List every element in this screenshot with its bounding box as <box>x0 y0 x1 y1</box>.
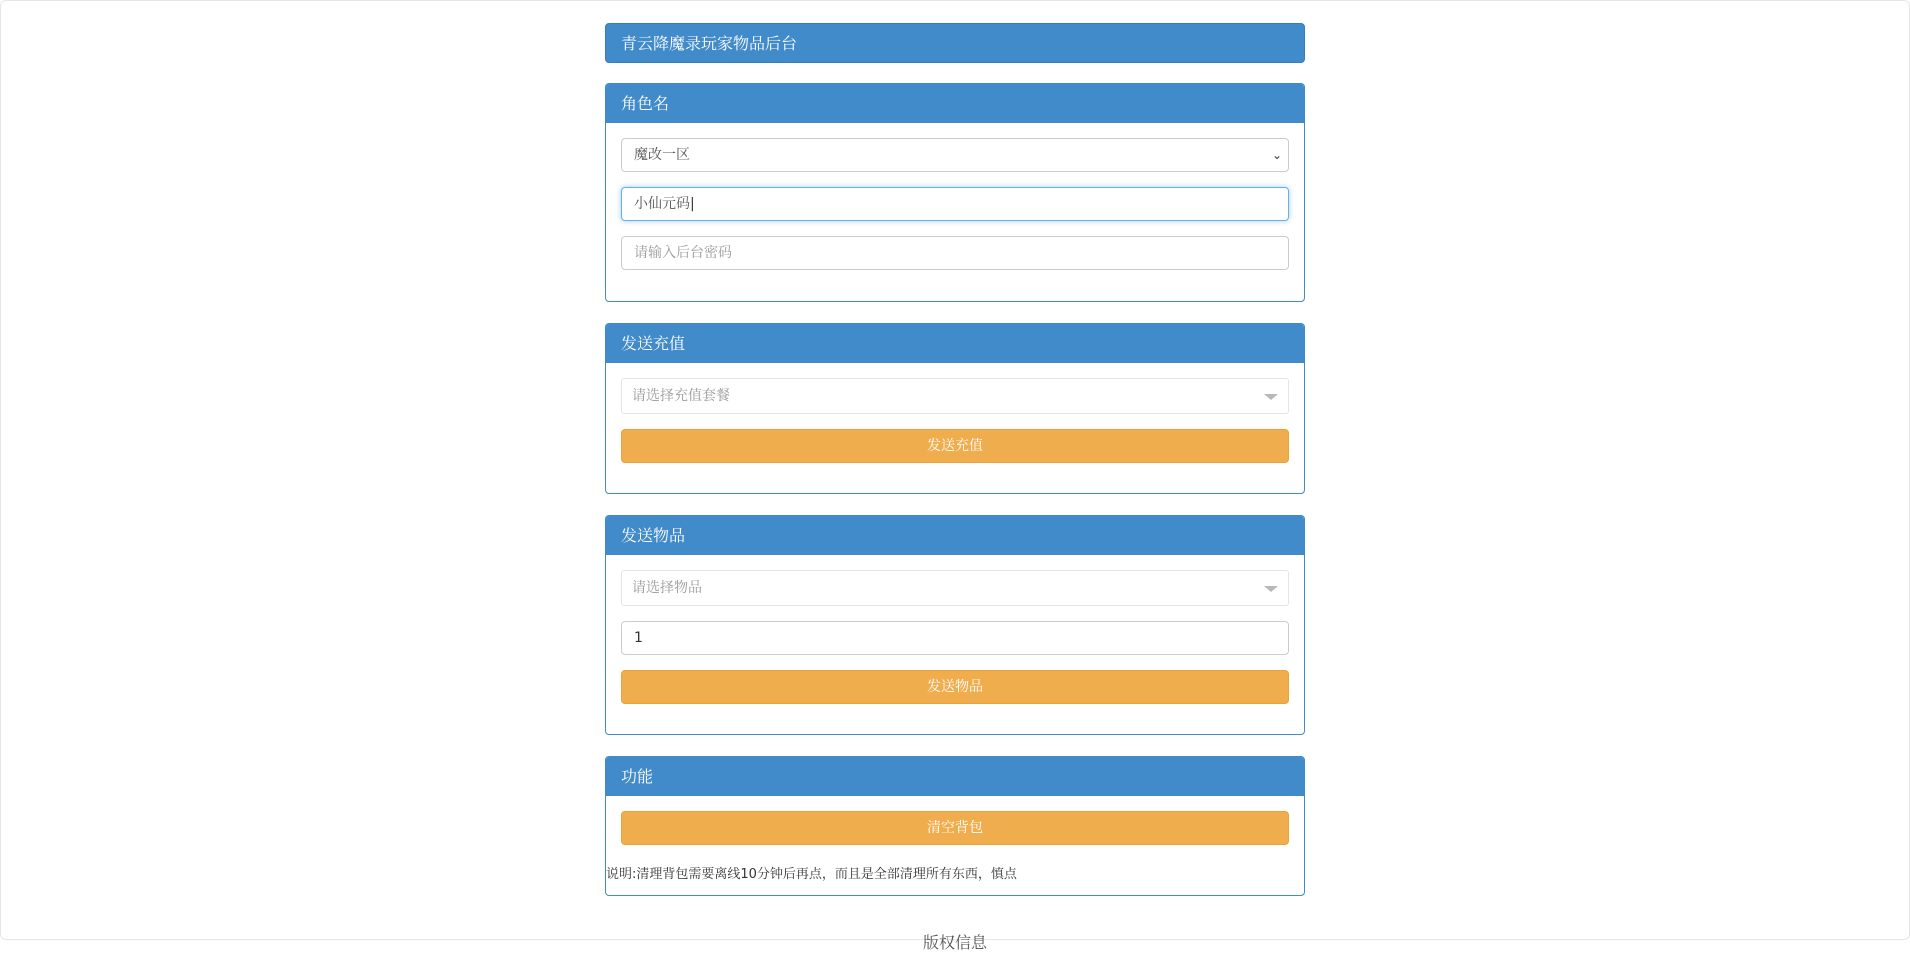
role-name-input[interactable] <box>621 187 1289 221</box>
footer-copyright: 版权信息 <box>922 933 987 952</box>
password-placeholder: 请输入后台密码 <box>634 245 732 261</box>
function-panel-heading: 功能 <box>606 757 1304 796</box>
item-panel-body <box>606 555 1304 734</box>
recharge-panel <box>605 323 1305 494</box>
clear-bag-button[interactable]: 清空背包 <box>621 811 1289 845</box>
role-panel <box>605 83 1305 302</box>
text-cursor: | <box>690 196 695 212</box>
page-title: 青云降魔录玩家物品后台 <box>605 23 1305 63</box>
role-panel-heading: 角色名 <box>606 84 1304 123</box>
item-quantity-value: 1 <box>634 630 643 646</box>
item-quantity-input[interactable] <box>621 621 1289 655</box>
role-name-value: 小仙元码 <box>634 196 690 212</box>
main-container <box>605 23 1305 917</box>
send-item-button[interactable]: 发送物品 <box>621 670 1289 704</box>
password-input[interactable] <box>621 236 1289 270</box>
send-recharge-button[interactable]: 发送充值 <box>621 429 1289 463</box>
role-panel-body <box>606 123 1304 300</box>
server-select[interactable] <box>621 138 1289 172</box>
item-panel-heading: 发送物品 <box>606 516 1304 555</box>
chevron-down-icon: ⌄ <box>1271 148 1282 162</box>
item-select-placeholder: 请选择物品 <box>632 580 702 596</box>
recharge-panel-heading: 发送充值 <box>606 324 1304 363</box>
function-panel-body <box>606 796 1304 896</box>
item-select[interactable] <box>621 570 1289 606</box>
recharge-package-placeholder: 请选择充值套餐 <box>632 388 730 404</box>
recharge-panel-body <box>606 363 1304 493</box>
function-panel <box>605 756 1305 896</box>
recharge-package-select[interactable] <box>621 378 1289 414</box>
dropdown-arrow-icon <box>1264 586 1278 592</box>
dropdown-arrow-icon <box>1264 394 1278 400</box>
item-panel <box>605 515 1305 735</box>
clear-bag-note: 说明:清理背包需要离线10分钟后再点，而且是全部清理所有东西，慎点 <box>606 867 1017 882</box>
server-select-value: 魔改一区 <box>634 147 690 163</box>
